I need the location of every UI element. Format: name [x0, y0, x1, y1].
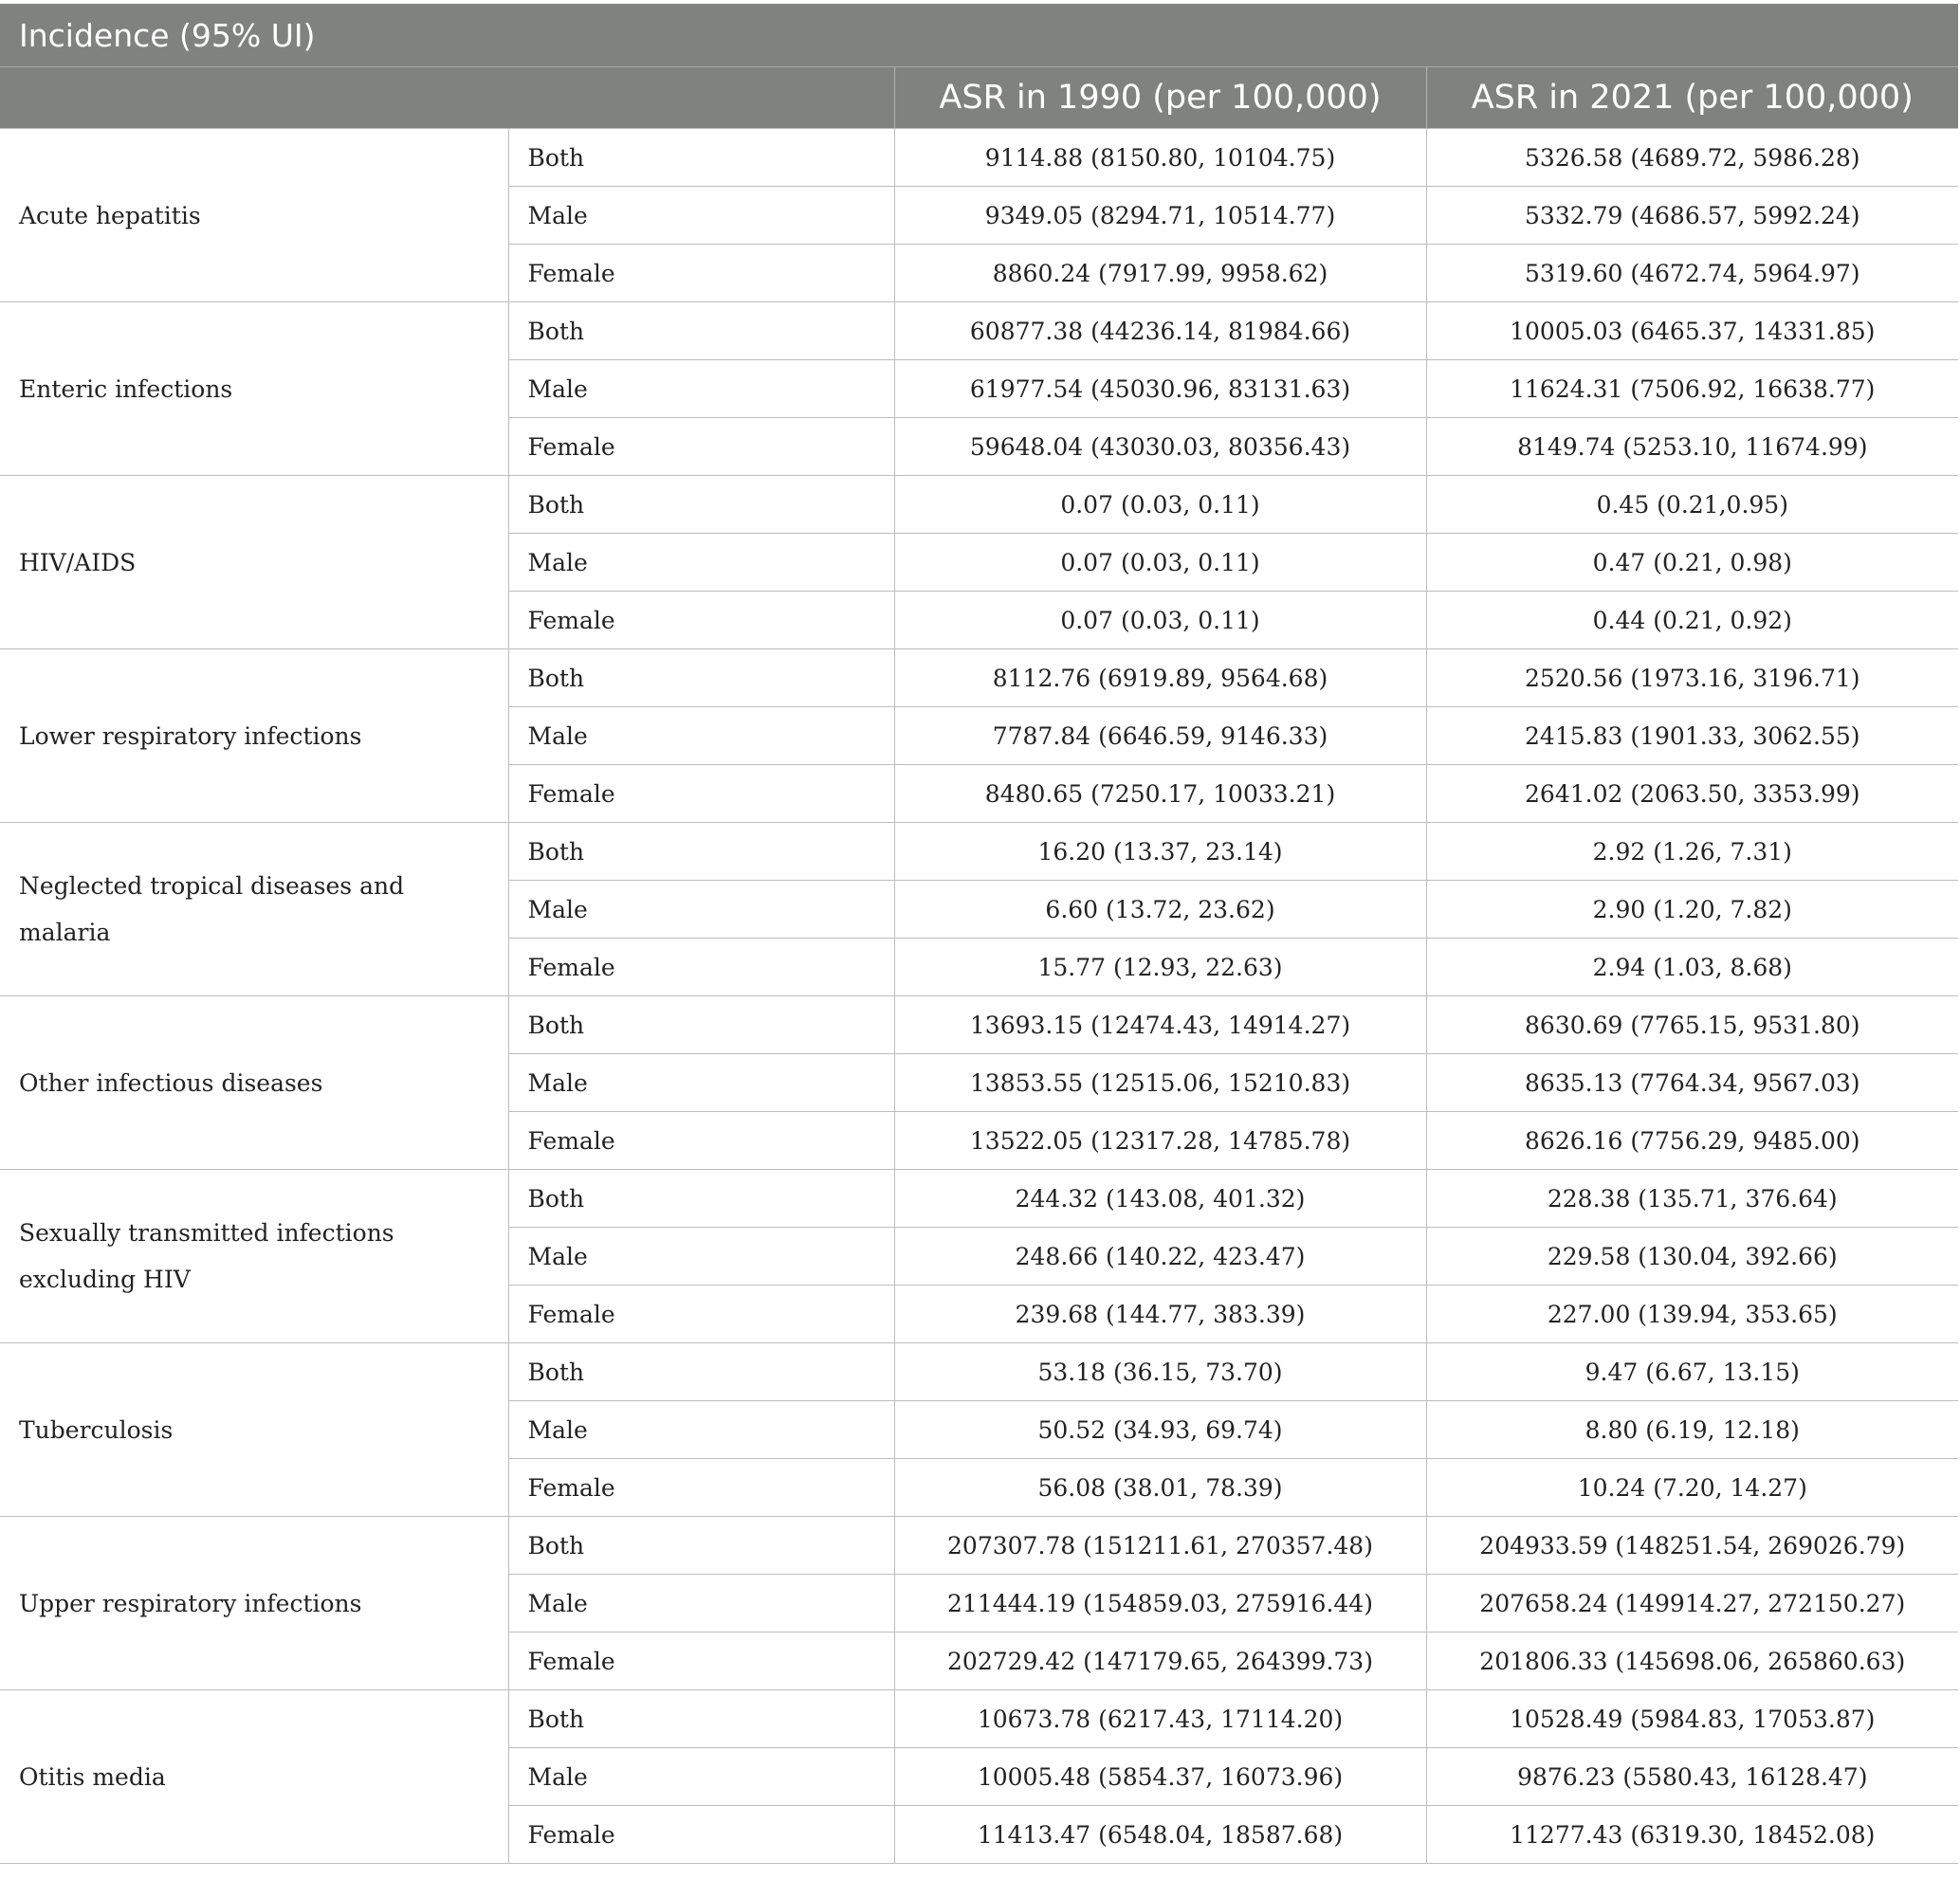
asr-2021-cell: 2415.83 (1901.33, 3062.55) — [1426, 707, 1958, 765]
asr-1990-cell: 8860.24 (7917.99, 9958.62) — [894, 245, 1426, 302]
table-row — [0, 1517, 1958, 1575]
asr-1990-cell: 7787.84 (6646.59, 9146.33) — [894, 707, 1426, 765]
asr-1990-cell: 0.07 (0.03, 0.11) — [894, 476, 1426, 534]
asr-2021-cell: 2520.56 (1973.16, 3196.71) — [1426, 649, 1958, 707]
sex-cell: Male — [508, 1575, 894, 1633]
cause-cell: HIV/AIDS — [0, 476, 508, 649]
table-row — [0, 996, 1958, 1054]
asr-2021-cell: 0.44 (0.21, 0.92) — [1426, 592, 1958, 649]
incidence-table-container — [0, 4, 1958, 1864]
column-header-asr-2021: ASR in 2021 (per 100,000) — [1426, 67, 1958, 129]
asr-1990-cell: 8480.65 (7250.17, 10033.21) — [894, 765, 1426, 823]
table-row — [0, 1170, 1958, 1228]
cause-cell: Otitis media — [0, 1690, 508, 1864]
asr-2021-cell: 5326.58 (4689.72, 5986.28) — [1426, 129, 1958, 187]
asr-1990-cell: 56.08 (38.01, 78.39) — [894, 1459, 1426, 1517]
asr-1990-cell: 13853.55 (12515.06, 15210.83) — [894, 1054, 1426, 1112]
sex-cell: Female — [508, 245, 894, 302]
asr-2021-cell: 8630.69 (7765.15, 9531.80) — [1426, 996, 1958, 1054]
asr-2021-cell: 10005.03 (6465.37, 14331.85) — [1426, 302, 1958, 360]
asr-2021-cell: 10528.49 (5984.83, 17053.87) — [1426, 1690, 1958, 1748]
asr-1990-cell: 8112.76 (6919.89, 9564.68) — [894, 649, 1426, 707]
asr-2021-cell: 11624.31 (7506.92, 16638.77) — [1426, 360, 1958, 418]
sex-cell: Male — [508, 1401, 894, 1459]
asr-1990-cell: 10673.78 (6217.43, 17114.20) — [894, 1690, 1426, 1748]
sex-cell: Male — [508, 707, 894, 765]
asr-1990-cell: 202729.42 (147179.65, 264399.73) — [894, 1633, 1426, 1690]
sex-cell: Both — [508, 1517, 894, 1575]
sex-cell: Male — [508, 881, 894, 939]
asr-1990-cell: 15.77 (12.93, 22.63) — [894, 939, 1426, 996]
table-row — [0, 1690, 1958, 1748]
asr-2021-cell: 204933.59 (148251.54, 269026.79) — [1426, 1517, 1958, 1575]
asr-1990-cell: 13522.05 (12317.28, 14785.78) — [894, 1112, 1426, 1170]
asr-1990-cell: 207307.78 (151211.61, 270357.48) — [894, 1517, 1426, 1575]
cause-cell: Sexually transmitted infections excluding HIV — [0, 1170, 508, 1343]
asr-2021-cell: 2.94 (1.03, 8.68) — [1426, 939, 1958, 996]
asr-2021-cell: 8626.16 (7756.29, 9485.00) — [1426, 1112, 1958, 1170]
sex-cell: Both — [508, 1170, 894, 1228]
asr-2021-cell: 5332.79 (4686.57, 5992.24) — [1426, 187, 1958, 245]
cause-cell: Tuberculosis — [0, 1343, 508, 1517]
asr-1990-cell: 0.07 (0.03, 0.11) — [894, 592, 1426, 649]
asr-1990-cell: 211444.19 (154859.03, 275916.44) — [894, 1575, 1426, 1633]
sex-cell: Female — [508, 592, 894, 649]
table-row — [0, 823, 1958, 881]
asr-2021-cell: 2.92 (1.26, 7.31) — [1426, 823, 1958, 881]
asr-2021-cell: 201806.33 (145698.06, 265860.63) — [1426, 1633, 1958, 1690]
sex-cell: Female — [508, 1459, 894, 1517]
sex-cell: Female — [508, 1112, 894, 1170]
sex-cell: Female — [508, 939, 894, 996]
sex-cell: Both — [508, 1690, 894, 1748]
table-row — [0, 302, 1958, 360]
cause-cell: Lower respiratory infections — [0, 649, 508, 823]
asr-2021-cell: 2.90 (1.20, 7.82) — [1426, 881, 1958, 939]
asr-2021-cell: 9.47 (6.67, 13.15) — [1426, 1343, 1958, 1401]
asr-1990-cell: 10005.48 (5854.37, 16073.96) — [894, 1748, 1426, 1806]
sex-cell: Both — [508, 1343, 894, 1401]
column-header-row — [0, 67, 1958, 129]
asr-1990-cell: 244.32 (143.08, 401.32) — [894, 1170, 1426, 1228]
sex-cell: Female — [508, 765, 894, 823]
asr-2021-cell: 11277.43 (6319.30, 18452.08) — [1426, 1806, 1958, 1864]
asr-1990-cell: 248.66 (140.22, 423.47) — [894, 1228, 1426, 1286]
sex-cell: Male — [508, 534, 894, 592]
sex-cell: Both — [508, 476, 894, 534]
sex-cell: Female — [508, 1286, 894, 1343]
asr-2021-cell: 0.45 (0.21,0.95) — [1426, 476, 1958, 534]
asr-1990-cell: 61977.54 (45030.96, 83131.63) — [894, 360, 1426, 418]
asr-1990-cell: 6.60 (13.72, 23.62) — [894, 881, 1426, 939]
asr-1990-cell: 11413.47 (6548.04, 18587.68) — [894, 1806, 1426, 1864]
cause-cell: Other infectious diseases — [0, 996, 508, 1170]
asr-2021-cell: 9876.23 (5580.43, 16128.47) — [1426, 1748, 1958, 1806]
asr-2021-cell: 207658.24 (149914.27, 272150.27) — [1426, 1575, 1958, 1633]
table-body — [0, 129, 1958, 1864]
table-row — [0, 476, 1958, 534]
table-row — [0, 1343, 1958, 1401]
sex-cell: Male — [508, 1748, 894, 1806]
asr-2021-cell: 228.38 (135.71, 376.64) — [1426, 1170, 1958, 1228]
asr-2021-cell: 8.80 (6.19, 12.18) — [1426, 1401, 1958, 1459]
incidence-table — [0, 4, 1958, 1864]
asr-2021-cell: 8635.13 (7764.34, 9567.03) — [1426, 1054, 1958, 1112]
table-title-row — [0, 4, 1958, 67]
sex-cell: Male — [508, 360, 894, 418]
sex-cell: Female — [508, 1806, 894, 1864]
asr-1990-cell: 50.52 (34.93, 69.74) — [894, 1401, 1426, 1459]
sex-cell: Both — [508, 129, 894, 187]
asr-2021-cell: 0.47 (0.21, 0.98) — [1426, 534, 1958, 592]
asr-2021-cell: 229.58 (130.04, 392.66) — [1426, 1228, 1958, 1286]
cause-cell: Acute hepatitis — [0, 129, 508, 302]
asr-1990-cell: 13693.15 (12474.43, 14914.27) — [894, 996, 1426, 1054]
asr-1990-cell: 0.07 (0.03, 0.11) — [894, 534, 1426, 592]
asr-1990-cell: 16.20 (13.37, 23.14) — [894, 823, 1426, 881]
sex-cell: Male — [508, 187, 894, 245]
column-header-blank — [0, 67, 894, 129]
sex-cell: Female — [508, 1633, 894, 1690]
sex-cell: Both — [508, 649, 894, 707]
cause-cell: Enteric infections — [0, 302, 508, 476]
asr-1990-cell: 9114.88 (8150.80, 10104.75) — [894, 129, 1426, 187]
asr-2021-cell: 8149.74 (5253.10, 11674.99) — [1426, 418, 1958, 476]
column-header-asr-1990: ASR in 1990 (per 100,000) — [894, 67, 1426, 129]
cause-cell: Upper respiratory infections — [0, 1517, 508, 1690]
table-title: Incidence (95% UI) — [0, 4, 1958, 67]
table-row — [0, 129, 1958, 187]
asr-1990-cell: 53.18 (36.15, 73.70) — [894, 1343, 1426, 1401]
sex-cell: Male — [508, 1054, 894, 1112]
table-row — [0, 649, 1958, 707]
asr-1990-cell: 59648.04 (43030.03, 80356.43) — [894, 418, 1426, 476]
sex-cell: Both — [508, 823, 894, 881]
asr-1990-cell: 9349.05 (8294.71, 10514.77) — [894, 187, 1426, 245]
sex-cell: Female — [508, 418, 894, 476]
asr-1990-cell: 239.68 (144.77, 383.39) — [894, 1286, 1426, 1343]
asr-2021-cell: 5319.60 (4672.74, 5964.97) — [1426, 245, 1958, 302]
sex-cell: Both — [508, 996, 894, 1054]
cause-cell: Neglected tropical diseases and malaria — [0, 823, 508, 996]
asr-2021-cell: 227.00 (139.94, 353.65) — [1426, 1286, 1958, 1343]
asr-2021-cell: 2641.02 (2063.50, 3353.99) — [1426, 765, 1958, 823]
sex-cell: Both — [508, 302, 894, 360]
asr-1990-cell: 60877.38 (44236.14, 81984.66) — [894, 302, 1426, 360]
asr-2021-cell: 10.24 (7.20, 14.27) — [1426, 1459, 1958, 1517]
sex-cell: Male — [508, 1228, 894, 1286]
